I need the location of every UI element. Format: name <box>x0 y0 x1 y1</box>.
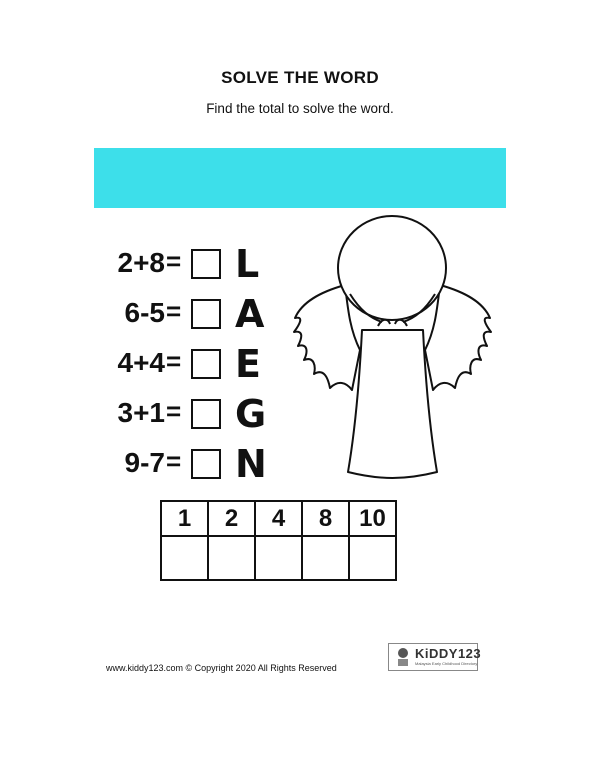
equals-sign: = <box>166 246 182 276</box>
problem-row <box>80 440 280 490</box>
clue-letter: L <box>235 242 260 286</box>
equals-sign: = <box>166 346 182 376</box>
answer-box[interactable] <box>191 399 221 429</box>
problem-row <box>80 390 280 440</box>
problem-row <box>80 340 280 390</box>
letter-row <box>161 536 396 580</box>
answer-box[interactable] <box>191 449 221 479</box>
letter-cell[interactable] <box>208 536 255 580</box>
clue-letter: G <box>235 392 267 436</box>
math-expression: 6-5 <box>124 297 165 328</box>
answer-number: 10 <box>349 501 396 536</box>
math-expression: 2+8 <box>117 247 165 278</box>
kiddy-logo-icon <box>393 646 413 668</box>
math-expression: 3+1 <box>117 397 165 428</box>
answer-box[interactable] <box>191 249 221 279</box>
number-row <box>161 501 396 536</box>
equals-sign: = <box>166 396 182 426</box>
clue-letter: N <box>235 442 267 486</box>
page-title: SOLVE THE WORD <box>221 68 379 87</box>
angel-outline-icon <box>290 210 495 485</box>
answer-number: 2 <box>208 501 255 536</box>
answer-banner <box>94 148 506 208</box>
instructions: Find the total to solve the word. <box>206 101 394 116</box>
answer-number: 1 <box>161 501 208 536</box>
answer-box[interactable] <box>191 299 221 329</box>
letter-cell[interactable] <box>349 536 396 580</box>
answer-number: 8 <box>302 501 349 536</box>
letter-cell[interactable] <box>161 536 208 580</box>
problem-row <box>80 240 280 290</box>
clue-letter: E <box>235 342 261 386</box>
clue-letter: A <box>235 292 265 336</box>
math-expression: 9-7 <box>124 447 165 478</box>
problem-row <box>80 290 280 340</box>
logo-tagline: Malaysia Early Childhood Directory <box>415 661 478 666</box>
answer-number: 4 <box>255 501 302 536</box>
answer-grid <box>160 500 397 581</box>
copyright-text: www.kiddy123.com © Copyright 2020 All Rights Reserved <box>106 663 337 673</box>
kiddy-logo <box>388 643 482 671</box>
problem-list <box>80 240 280 490</box>
equals-sign: = <box>166 296 182 326</box>
math-expression: 4+4 <box>117 347 165 378</box>
logo-text: KiDDY123 <box>415 646 482 661</box>
letter-cell[interactable] <box>255 536 302 580</box>
letter-cell[interactable] <box>302 536 349 580</box>
answer-box[interactable] <box>191 349 221 379</box>
equals-sign: = <box>166 446 182 476</box>
